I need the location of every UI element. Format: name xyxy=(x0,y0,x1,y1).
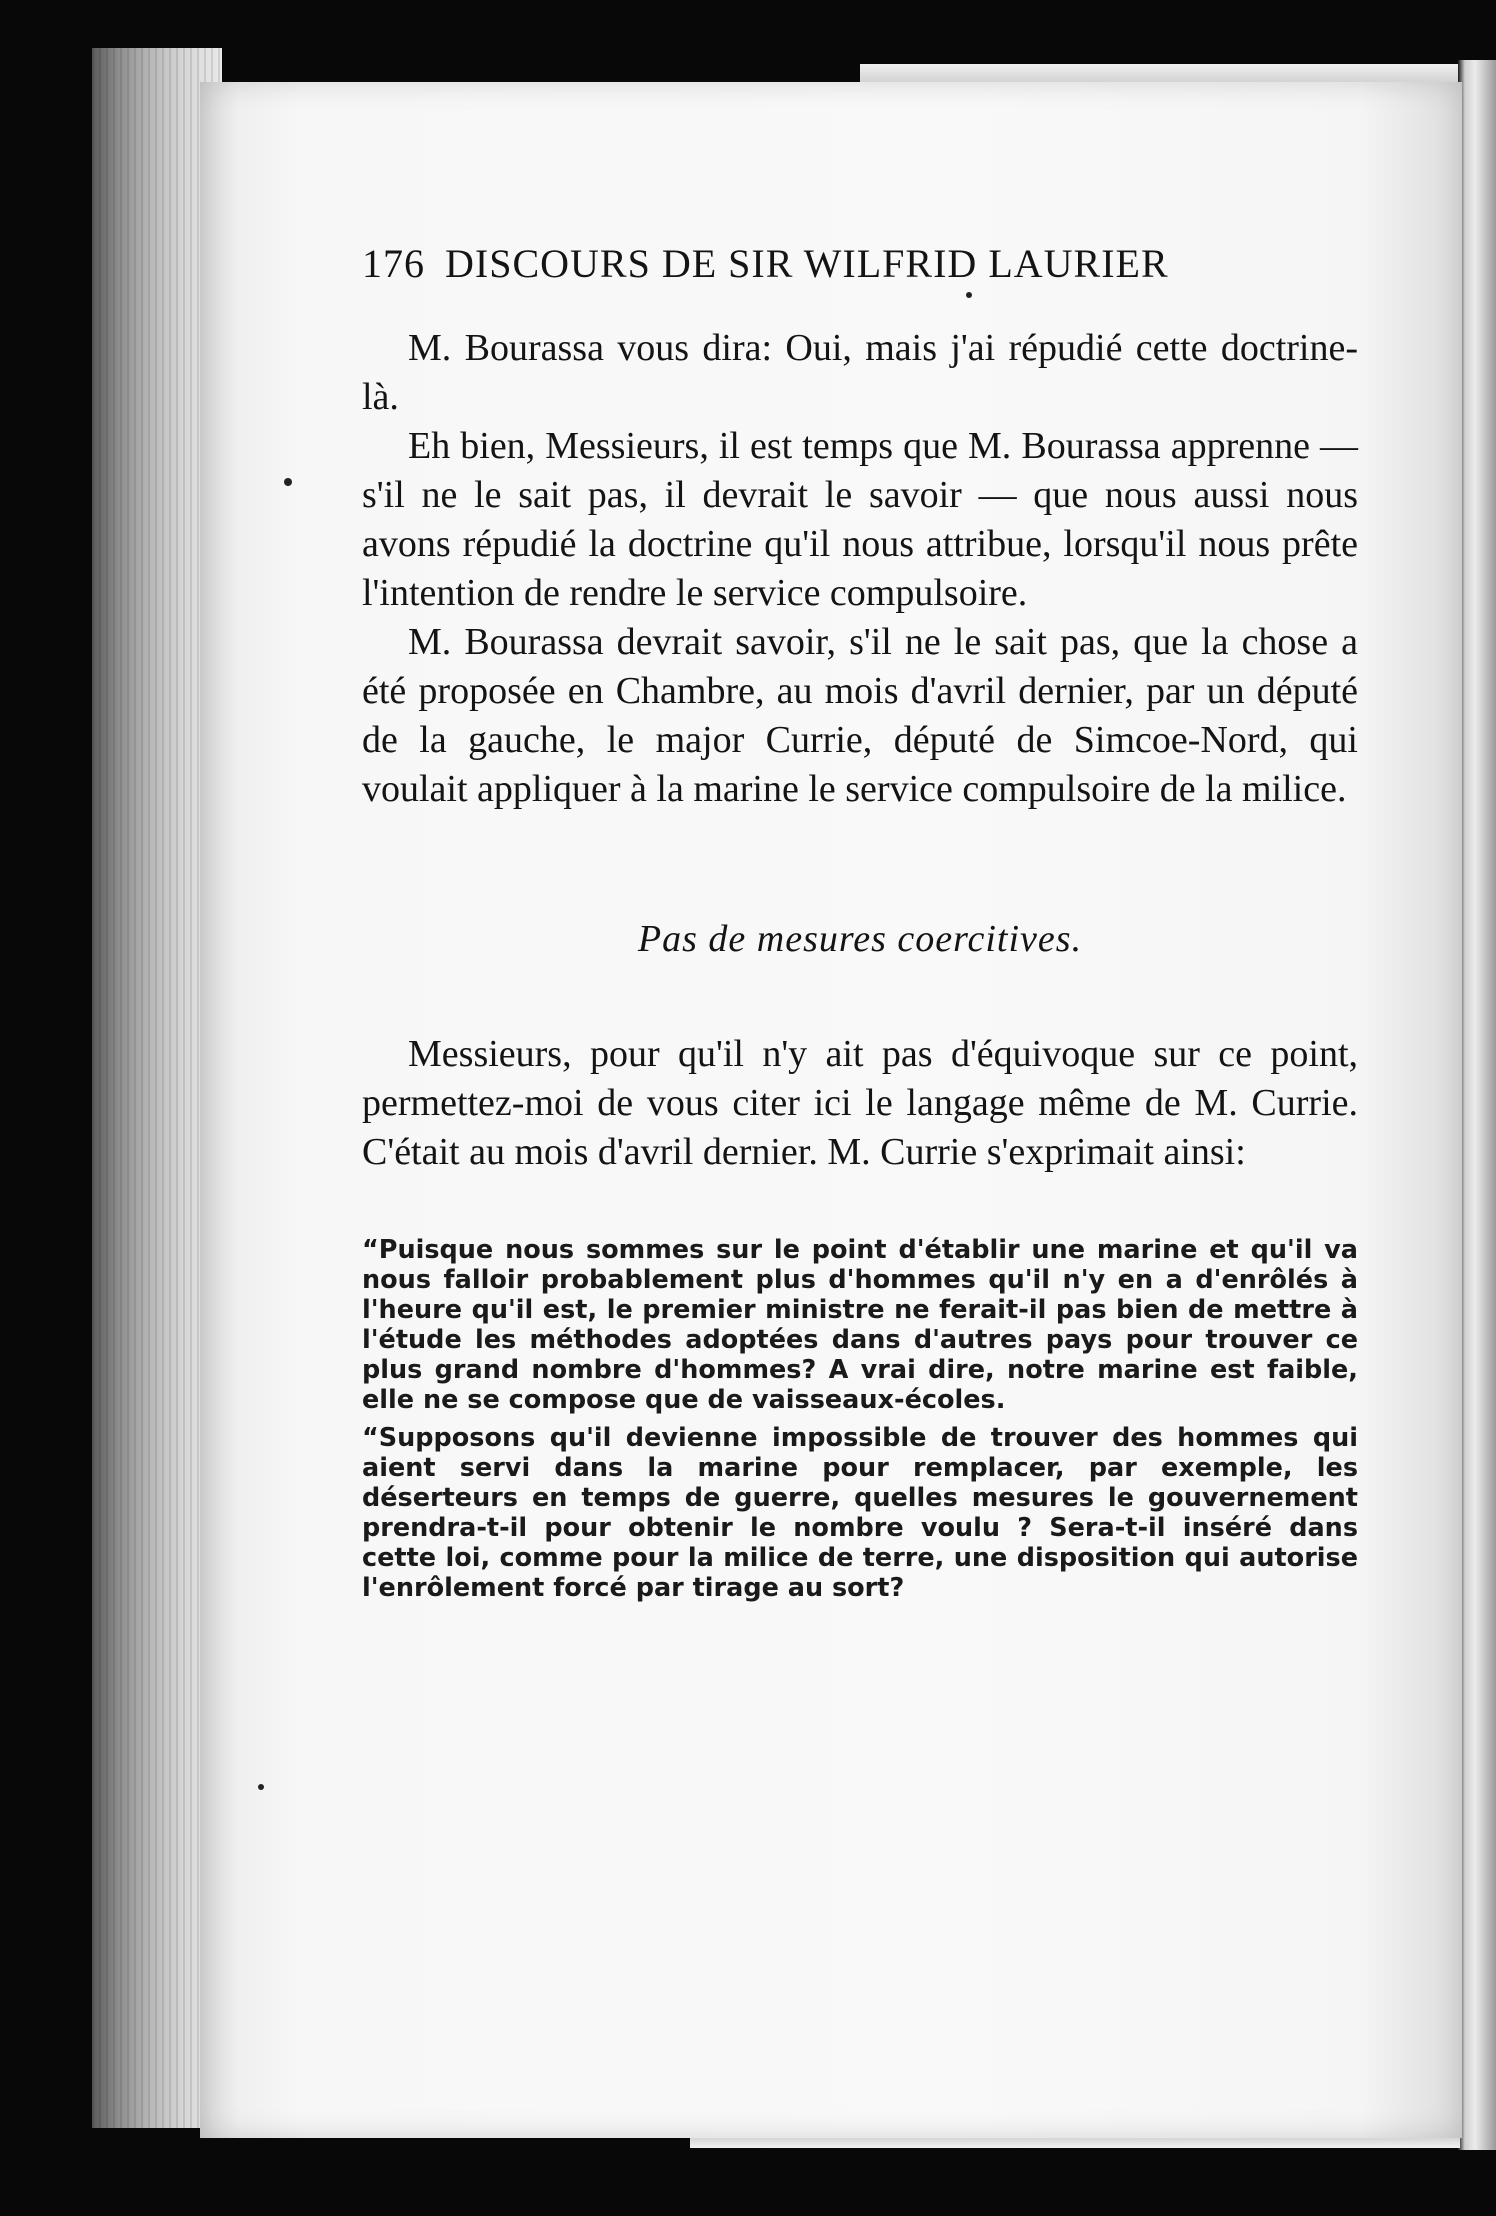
block-quote xyxy=(362,1235,1358,1603)
scan-speck xyxy=(284,478,292,486)
page-edge-right xyxy=(1458,60,1496,2150)
quote-paragraph: “Puisque nous sommes sur le point d'établir une marine et qu'il va nous falloir probablement plus d'hommes qu'il n'y en a d'enrôlés à l'heure qu'il est, le premier ministre ne ferait-il pas bien de mettre à l'étude les méthodes adoptées dans d'autres pays pour trouver ce plus grand nombre d'hommes? A vrai dire, notre marine est faible, elle ne se compose que de vaisseaux-écoles. xyxy=(362,1235,1358,1415)
scan-speck xyxy=(258,1784,264,1790)
section-body xyxy=(362,1030,1358,1177)
running-title: DISCOURS DE SIR WILFRID LAURIER xyxy=(445,241,1169,286)
paragraph: M. Bourassa vous dira: Oui, mais j'ai répudié cette doctrine-là. xyxy=(362,327,1358,418)
quote-paragraph: “Supposons qu'il devienne impossible de trouver des hommes qui aient servi dans la marine pour remplacer, par exemple, les déserteurs en temps de guerre, quelles mesures le gouvernement prendra-t-il pour obtenir le nombre voulu ? Sera-t-il inséré dans cette loi, comme pour la milice de terre, une disposition qui autorise l'enrôlement forcé par tirage au sort? xyxy=(362,1423,1358,1603)
paragraph: M. Bourassa devrait savoir, s'il ne le sait pas, que la chose a été proposée en Chambre, au mois d'avril dernier, par un député de la gauche, le major Currie, député de Simcoe-Nord, qui voulait appliquer à la marine le service compulsoire de la milice. xyxy=(362,621,1358,810)
page-number: 176 xyxy=(362,241,425,286)
section-heading: Pas de mesures coercitives. xyxy=(637,918,1083,960)
paragraph: Eh bien, Messieurs, il est temps que M. Bourassa apprenne — s'il ne le sait pas, il devrait le savoir — que nous aussi nous avons répudié la doctrine qu'il nous attribue, lorsqu'il nous prête l'intention de rendre le service compulsoire. xyxy=(362,425,1358,614)
page-content xyxy=(362,232,1358,1603)
paragraph: Messieurs, pour qu'il n'y ait pas d'équivoque sur ce point, permettez-moi de vous citer ici le langage même de M. Currie. C'était au mois d'avril dernier. M. Currie s'exprimait ainsi: xyxy=(362,1033,1358,1173)
running-head xyxy=(362,232,1358,296)
body-text xyxy=(362,324,1358,814)
